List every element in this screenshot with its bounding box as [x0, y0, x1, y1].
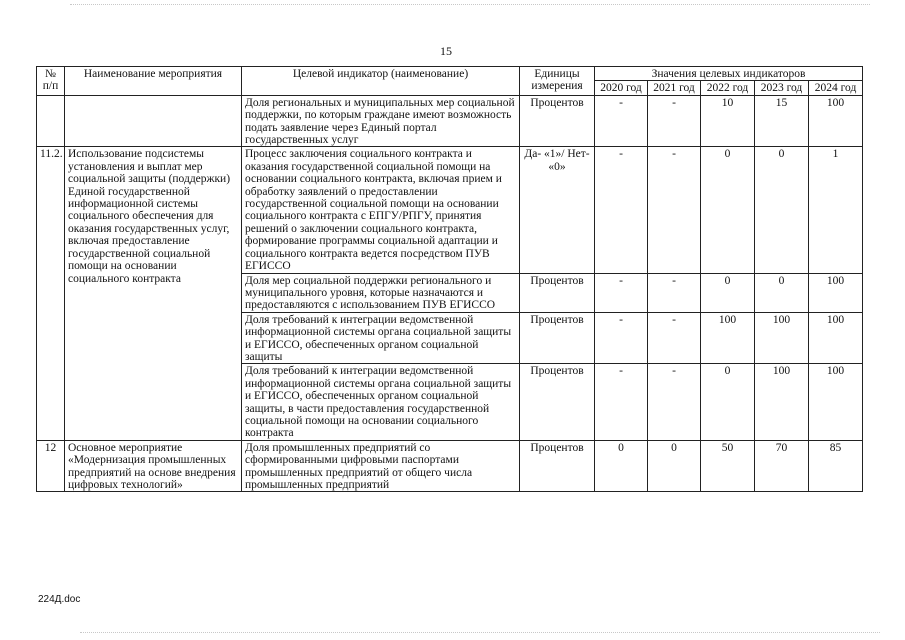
header-activity: Наименование мероприятия	[65, 67, 242, 96]
row-indicator: Доля требований к интеграции ведомственной информационной системы органа социальной защиты и ЕГИССО, обеспеченных органом социальной защиты, в части предоставления государственной социальной помощи на основании социального контракта	[242, 364, 520, 440]
row-indicator: Доля региональных и муниципальных мер социальной поддержки, по которым граждане имеют возможность подать заявление через Единый портал государственных услуг	[242, 95, 520, 147]
table-row	[37, 147, 863, 273]
row-num-cell	[37, 95, 65, 147]
row-value-2023: 70	[755, 440, 809, 492]
header-values-group: Значения целевых индикаторов	[595, 67, 863, 81]
row-indicator: Доля требований к интеграции ведомственной информационной системы органа социальной защиты и ЕГИССО, обеспеченных органом социальной защиты	[242, 312, 520, 364]
row-unit: Да- «1»/ Нет- «0»	[520, 147, 595, 273]
row-num: 12	[37, 440, 65, 492]
row-value-2022: 100	[701, 312, 755, 364]
row-value-2024: 100	[809, 312, 863, 364]
row-indicator: Доля промышленных предприятий со сформированными цифровыми паспортами промышленных предприятий от общего числа промышленных предприятий	[242, 440, 520, 492]
row-unit: Процентов	[520, 364, 595, 440]
header-year-2021: 2021 год	[648, 81, 701, 95]
row-value-2023: 15	[755, 95, 809, 147]
row-value-2020: -	[595, 364, 648, 440]
row-unit: Процентов	[520, 273, 595, 312]
row-value-2021: -	[648, 273, 701, 312]
row-value-2022: 50	[701, 440, 755, 492]
row-value-2022: 0	[701, 364, 755, 440]
row-value-2020: -	[595, 95, 648, 147]
row-value-2020: -	[595, 312, 648, 364]
row-value-2023: 100	[755, 364, 809, 440]
page-number: 15	[440, 44, 452, 58]
row-value-2024: 1	[809, 147, 863, 273]
row-value-2022: 10	[701, 95, 755, 147]
row-unit: Процентов	[520, 95, 595, 147]
scan-artifact-top	[70, 4, 870, 6]
row-value-2021: -	[648, 95, 701, 147]
header-year-2023: 2023 год	[755, 81, 809, 95]
row-unit: Процентов	[520, 312, 595, 364]
row-value-2024: 100	[809, 95, 863, 147]
row-value-2020: -	[595, 273, 648, 312]
row-value-2024: 100	[809, 364, 863, 440]
indicators-table	[36, 66, 863, 492]
row-value-2024: 85	[809, 440, 863, 492]
row-value-2020: -	[595, 147, 648, 273]
row-indicator: Процесс заключения социального контракта и оказания государственной социальной помощи на основании социального контракта, включая прием и обработку заявлений о предоставлении государственной социальной помощи на основании социального контракта с ЕПГУ/РПГУ, принятия решений о заключении социального контракта, формирование программы социальной адаптации и социального контракта ведется посредством ПУВ ЕГИССО	[242, 147, 520, 273]
header-row-1	[37, 67, 863, 81]
header-unit: Единицы измерения	[520, 67, 595, 96]
header-year-2020: 2020 год	[595, 81, 648, 95]
row-value-2020: 0	[595, 440, 648, 492]
row-value-2023: 100	[755, 312, 809, 364]
row-activity: Основное мероприятие «Модернизация промышленных предприятий на основе внедрения цифровых технологий»	[65, 440, 242, 492]
table-row	[37, 95, 863, 147]
row-value-2021: -	[648, 312, 701, 364]
scan-artifact-bottom	[80, 632, 880, 634]
row-unit: Процентов	[520, 440, 595, 492]
row-value-2021: -	[648, 147, 701, 273]
row-value-2024: 100	[809, 273, 863, 312]
row-value-2021: 0	[648, 440, 701, 492]
row-num: 11.2.	[37, 147, 65, 440]
row-value-2022: 0	[701, 273, 755, 312]
header-indicator: Целевой индикатор (наименование)	[242, 67, 520, 96]
header-year-2024: 2024 год	[809, 81, 863, 95]
header-num: № п/п	[37, 67, 65, 96]
footer-filename: 224Д.doc	[38, 594, 81, 605]
row-value-2021: -	[648, 364, 701, 440]
row-value-2022: 0	[701, 147, 755, 273]
row-activity: Использование подсистемы установления и выплат мер социальной защиты (поддержки) Единой государственной информационной системы социального обеспечения для оказания государственных услуг, включая предоставление государственной социальной помощи на основании социального контракта	[65, 147, 242, 440]
row-activity-cell	[65, 95, 242, 147]
table-row	[37, 440, 863, 492]
row-value-2023: 0	[755, 273, 809, 312]
row-indicator: Доля мер социальной поддержки регионального и муниципального уровня, которые назначаются и предоставляются с использованием ПУВ ЕГИССО	[242, 273, 520, 312]
row-value-2023: 0	[755, 147, 809, 273]
header-year-2022: 2022 год	[701, 81, 755, 95]
